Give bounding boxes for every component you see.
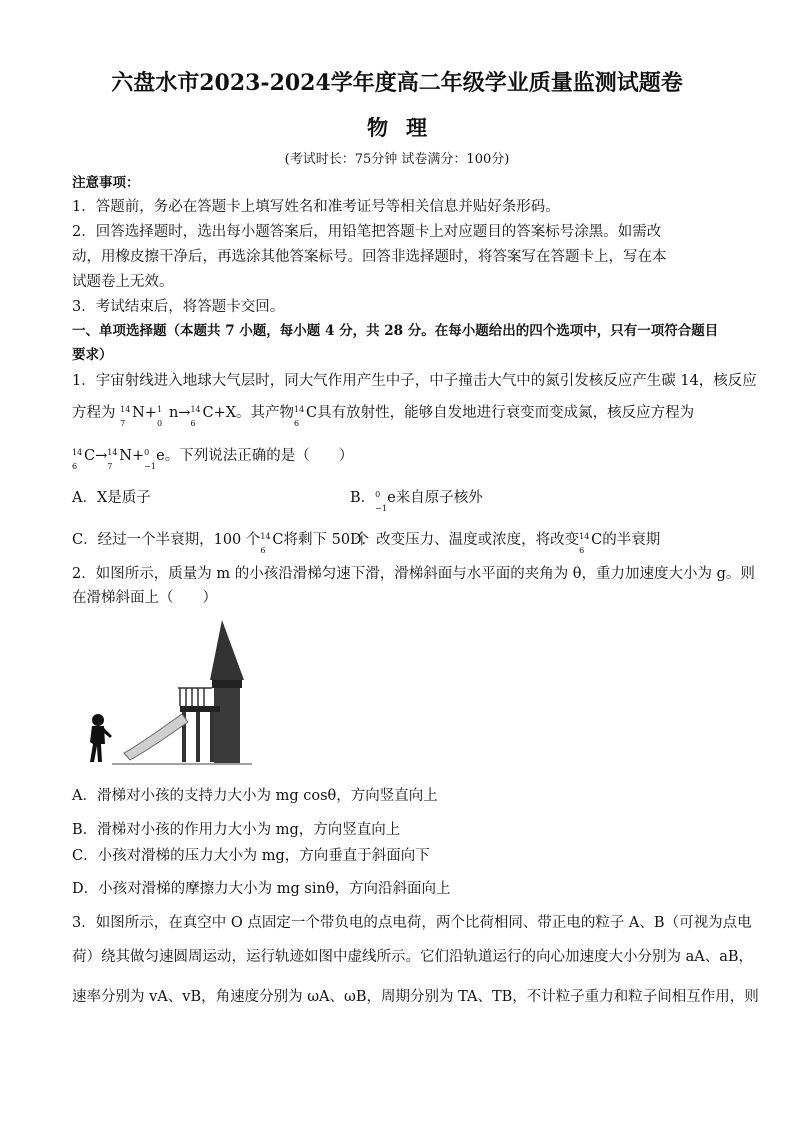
tower-body (214, 688, 240, 763)
q1-option-a: A．X是质子 (72, 490, 151, 506)
nuclide-c14: 14 6 (260, 532, 271, 555)
q1-stem-line2: 方程为 14 7 N+ 1 0 n→ 14 6 C+X。其产物 14 6 C具有放射性，能够自发地进行衰变而变成氮，核反应方程为 (72, 405, 695, 428)
nuclide-electron: 0 −1 (375, 490, 387, 513)
q3-stem-line2: 荷）绕其做匀速圆周运动，运行轨迹如图中虚线所示。它们沿轨道运行的向心加速度大小分别为 aA、aB， (72, 949, 754, 965)
q1-option-c: C．经过一个半衰期，100 个 14 6 C将剩下 50 个 (72, 532, 370, 555)
child-silhouette (90, 714, 112, 762)
note-line: 3．考试结束后，将答题卡交回。 (72, 299, 285, 315)
q1-option-d: D．改变压力、温度或浓度，将改变 14 6 C的半衰期 (350, 532, 661, 555)
tower-roof (210, 620, 244, 680)
q2-stem-line1: 2．如图所示，质量为 m 的小孩沿滑梯匀速下滑，滑梯斜面与水平面的夹角为 θ，重力加速度大小为 g。则 (72, 566, 755, 582)
nuclide-c14: 14 6 (579, 532, 590, 555)
nuclide-electron: 0 −1 (144, 448, 156, 471)
q2-option-c: C．小孩对滑梯的压力大小为 mg，方向垂直于斜面向下 (72, 848, 430, 864)
note-line: 动，用橡皮擦干净后，再选涂其他答案标号。回答非选择题时，将答案写在答题卡上，写在本 (72, 249, 667, 265)
nuclide-c14: 14 6 (190, 405, 201, 428)
q3-stem-line3: 速率分别为 vA、vB，角速度分别为 ωA、ωB，周期分别为 TA、TB，不计粒子重力和粒子间相互作用，则 (72, 989, 759, 1005)
notes-heading: 注意事项： (72, 175, 140, 191)
exam-meta: (考试时长：75分钟 试卷满分：100分) (284, 152, 510, 167)
nuclide-c14: 14 6 (294, 405, 305, 428)
note-line: 2．回答选择题时，选出每小题答案后，用铅笔把答题卡上对应题目的答案标号涂黑。如需改 (72, 224, 662, 240)
railing (178, 688, 212, 706)
q2-option-a: A．滑梯对小孩的支持力大小为 mg cosθ，方向竖直向上 (72, 788, 438, 804)
note-line: 试题卷上无效。 (72, 274, 174, 290)
q2-stem-line2: 在滑梯斜面上（ ） (72, 590, 217, 606)
nuclide-neutron: 1 0 (156, 405, 163, 428)
nuclide-c14: 14 6 (72, 448, 83, 471)
q2-option-b: B．滑梯对小孩的作用力大小为 mg，方向竖直向上 (72, 822, 401, 838)
platform-post (196, 712, 200, 762)
exam-title: 六盘水市2023-2024学年度高二年级学业质量监测试题卷 (111, 70, 683, 96)
slide-chute (124, 714, 188, 760)
slide-figure (72, 618, 252, 768)
note-line: 1．答题前，务必在答题卡上填写姓名和准考证号等相关信息并贴好条形码。 (72, 199, 560, 215)
q2-option-d: D．小孩对滑梯的摩擦力大小为 mg sinθ，方向沿斜面向上 (72, 881, 451, 897)
section-heading-cont: 要求） (72, 347, 113, 363)
q3-stem-line1: 3．如图所示，在真空中 O 点固定一个带负电的点电荷，两个比荷相同、带正电的粒子 A、B（可视为点电 (72, 915, 752, 931)
tower-eave (212, 680, 242, 688)
nuclide-n14: 14 7 (107, 448, 118, 471)
q1-stem-line1: 1．宇宙射线进入地球大气层时，同大气作用产生中子，中子撞击大气中的氮引发核反应产生碳 14，核反应 (72, 373, 757, 389)
q1-option-b: B． 0 −1 e来自原子核外 (350, 490, 483, 513)
subject-title: 物理 (367, 115, 445, 140)
q1-text: 方程为 (72, 405, 116, 421)
platform-post (210, 712, 214, 762)
nuclide-n14: 14 7 (120, 405, 131, 428)
q1-stem-line3: 14 6 C→ 14 7 N+ 0 −1 e。下列说法正确的是（ ） (72, 448, 354, 471)
platform (180, 706, 220, 712)
section-heading: 一、单项选择题（本题共 7 小题，每小题 4 分，共 28 分。在每小题给出的四个选项中，只有一项符合题目 (72, 323, 719, 339)
